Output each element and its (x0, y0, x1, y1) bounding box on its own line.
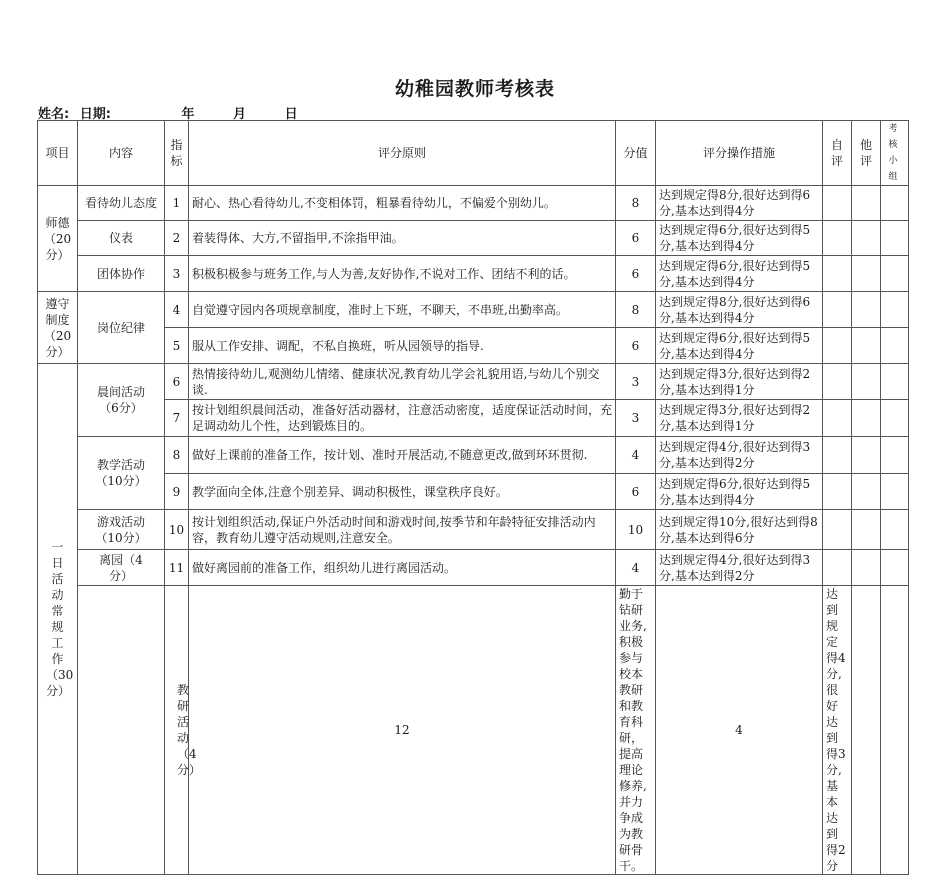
other-score-cell[interactable] (852, 328, 881, 364)
header-team: 考核小组 (881, 121, 909, 186)
other-score-cell[interactable] (852, 292, 881, 328)
month-label: 月 (233, 107, 247, 122)
score-cell: 6 (616, 221, 656, 256)
score-cell: 3 (616, 400, 656, 437)
score-cell: 6 (616, 328, 656, 364)
table-row (38, 400, 909, 437)
measures-cell: 达到规定得6分,很好达到得5分,基本达到得4分 (656, 221, 823, 256)
measures-cell: 达到规定得6分,很好达到得5分,基本达到得4分 (656, 474, 823, 510)
principle-cell: 做好离园前的准备工作，组织幼儿进行离园活动。 (189, 550, 616, 586)
self-score-cell[interactable] (823, 364, 852, 400)
table-row (38, 364, 909, 400)
index-cell: 2 (165, 221, 189, 256)
header-score: 分值 (616, 121, 656, 186)
content-cell: 教学活动（10分） (78, 437, 165, 510)
document-title: 幼稚园教师考核表 (394, 78, 555, 100)
other-score-cell[interactable] (852, 474, 881, 510)
self-score-cell[interactable] (823, 474, 852, 510)
content-cell: 团体协作 (78, 256, 165, 292)
other-score-cell[interactable] (852, 256, 881, 292)
self-score-cell[interactable] (823, 186, 852, 221)
index-cell: 11 (165, 550, 189, 586)
self-score-cell[interactable] (823, 328, 852, 364)
principle-cell: 热情接待幼儿,观测幼儿情绪、健康状况,教育幼儿学会礼貌用语,与幼儿个别交谈. (189, 364, 616, 400)
header-item: 项目 (38, 121, 78, 186)
principle-cell: 积极积极参与班务工作,与人为善,友好协作,不说对工作、团结不利的话。 (189, 256, 616, 292)
table-row (38, 256, 909, 292)
other-score-cell[interactable] (852, 221, 881, 256)
header-other: 他评 (852, 121, 881, 186)
measures-cell: 达到规定得4分,很好达到得3分,基本达到得2分 (823, 586, 852, 875)
index-cell: 8 (165, 437, 189, 474)
team-score-cell[interactable] (881, 550, 909, 586)
score-cell: 8 (616, 292, 656, 328)
category-discipline: 遵守制度（20分） (38, 292, 78, 364)
table-row (38, 586, 909, 875)
content-cell: 离园（4分） (78, 550, 165, 586)
assessment-table (37, 120, 909, 875)
index-cell: 4 (165, 292, 189, 328)
header-row (38, 121, 909, 186)
table-row (38, 510, 909, 550)
content-cell: 晨间活动（6分） (78, 364, 165, 437)
date-label: 日期: (79, 107, 111, 122)
table-row (38, 292, 909, 328)
empty-category-cell (78, 586, 165, 875)
year-label: 年 (181, 107, 195, 122)
index-cell: 5 (165, 328, 189, 364)
team-score-cell[interactable] (881, 510, 909, 550)
content-cell: 游戏活动（10分） (78, 510, 165, 550)
header-self: 自评 (823, 121, 852, 186)
principle-cell: 服从工作安排、调配，不私自换班，听从园领导的指导. (189, 328, 616, 364)
measures-cell: 达到规定得10分,很好达到得8分,基本达到得6分 (656, 510, 823, 550)
measures-cell: 达到规定得8分,很好达到得6分,基本达到得4分 (656, 186, 823, 221)
content-cell: 看待幼儿态度 (78, 186, 165, 221)
index-cell: 7 (165, 400, 189, 437)
team-score-cell[interactable] (881, 186, 909, 221)
self-score-cell[interactable] (823, 550, 852, 586)
name-label: 姓名: (38, 107, 70, 122)
score-cell: 4 (616, 550, 656, 586)
principle-cell: 做好上课前的准备工作，按计划、准时开展活动,不随意更改,做到环环贯彻. (189, 437, 616, 474)
team-score-cell[interactable] (881, 292, 909, 328)
self-score-cell[interactable] (823, 221, 852, 256)
other-score-cell[interactable] (852, 510, 881, 550)
table-row (38, 474, 909, 510)
principle-cell: 自觉遵守园内各项规章制度，准时上下班，不聊天，不串班,出勤率高。 (189, 292, 616, 328)
principle-cell: 按计划组织晨间活动，准备好活动器材，注意活动密度，适度保证活动时间，充足调动幼儿个性，达到锻炼目的。 (189, 400, 616, 437)
principle-cell: 耐心、热心看待幼儿,不变相体罚，粗暴看待幼儿，不偏爱个别幼儿。 (189, 186, 616, 221)
self-score-cell[interactable] (823, 400, 852, 437)
score-cell: 3 (616, 364, 656, 400)
other-score-cell[interactable] (852, 400, 881, 437)
other-score-cell[interactable] (881, 586, 909, 875)
principle-cell: 勤于钻研业务,积极参与校本教研和教育科研，提高理论修养,并力争成为教研骨干。 (616, 586, 656, 875)
self-score-cell[interactable] (823, 510, 852, 550)
score-cell: 6 (616, 474, 656, 510)
team-score-cell[interactable] (881, 364, 909, 400)
team-score-cell[interactable] (881, 400, 909, 437)
category-daily: 一日活动常规工作（30分） (38, 364, 78, 875)
self-score-cell[interactable] (852, 586, 881, 875)
measures-cell: 达到规定得6分,很好达到得5分,基本达到得4分 (656, 328, 823, 364)
other-score-cell[interactable] (852, 364, 881, 400)
team-score-cell[interactable] (881, 221, 909, 256)
header-measures: 评分操作措施 (656, 121, 823, 186)
measures-cell: 达到规定得4分,很好达到得3分,基本达到得2分 (656, 437, 823, 474)
principle-cell: 教学面向全体,注意个别差异、调动积极性，课堂秩序良好。 (189, 474, 616, 510)
score-cell: 6 (616, 256, 656, 292)
team-score-cell[interactable] (881, 328, 909, 364)
index-cell: 3 (165, 256, 189, 292)
self-score-cell[interactable] (823, 437, 852, 474)
header-index: 指标 (165, 121, 189, 186)
day-label: 日 (284, 107, 298, 122)
header-principle: 评分原则 (189, 121, 616, 186)
table-row (38, 550, 909, 586)
measures-cell: 达到规定得3分,很好达到得2分,基本达到得1分 (656, 364, 823, 400)
other-score-cell[interactable] (852, 186, 881, 221)
self-score-cell[interactable] (823, 292, 852, 328)
self-score-cell[interactable] (823, 256, 852, 292)
index-cell: 6 (165, 364, 189, 400)
team-score-cell[interactable] (881, 256, 909, 292)
content-cell: 岗位纪律 (78, 292, 165, 364)
measures-cell: 达到规定得8分,很好达到得6分,基本达到得4分 (656, 292, 823, 328)
other-score-cell[interactable] (852, 437, 881, 474)
table-row (38, 328, 909, 364)
table-row (38, 221, 909, 256)
table-row (38, 437, 909, 474)
team-score-cell[interactable] (881, 437, 909, 474)
principle-cell: 着装得体、大方,不留指甲,不涂指甲油。 (189, 221, 616, 256)
content-cell: 仪表 (78, 221, 165, 256)
index-cell: 9 (165, 474, 189, 510)
score-cell: 4 (616, 437, 656, 474)
other-score-cell[interactable] (852, 550, 881, 586)
header-content: 内容 (78, 121, 165, 186)
measures-cell: 达到规定得6分,很好达到得5分,基本达到得4分 (656, 256, 823, 292)
score-cell: 10 (616, 510, 656, 550)
table-row (38, 186, 909, 221)
principle-cell: 按计划组织活动,保证户外活动时间和游戏时间,按季节和年龄特征安排活动内容，教育幼儿遵守活动规则,注意安全。 (189, 510, 616, 550)
category-ethics: 师德（20分） (38, 186, 78, 292)
measures-cell: 达到规定得4分,很好达到得3分,基本达到得2分 (656, 550, 823, 586)
index-cell: 12 (189, 586, 616, 875)
measures-cell: 达到规定得3分,很好达到得2分,基本达到得1分 (656, 400, 823, 437)
index-cell: 1 (165, 186, 189, 221)
score-cell: 4 (656, 586, 823, 875)
index-cell: 10 (165, 510, 189, 550)
team-score-cell[interactable] (881, 474, 909, 510)
content-cell: 教研活动（4分） (165, 586, 189, 875)
score-cell: 8 (616, 186, 656, 221)
